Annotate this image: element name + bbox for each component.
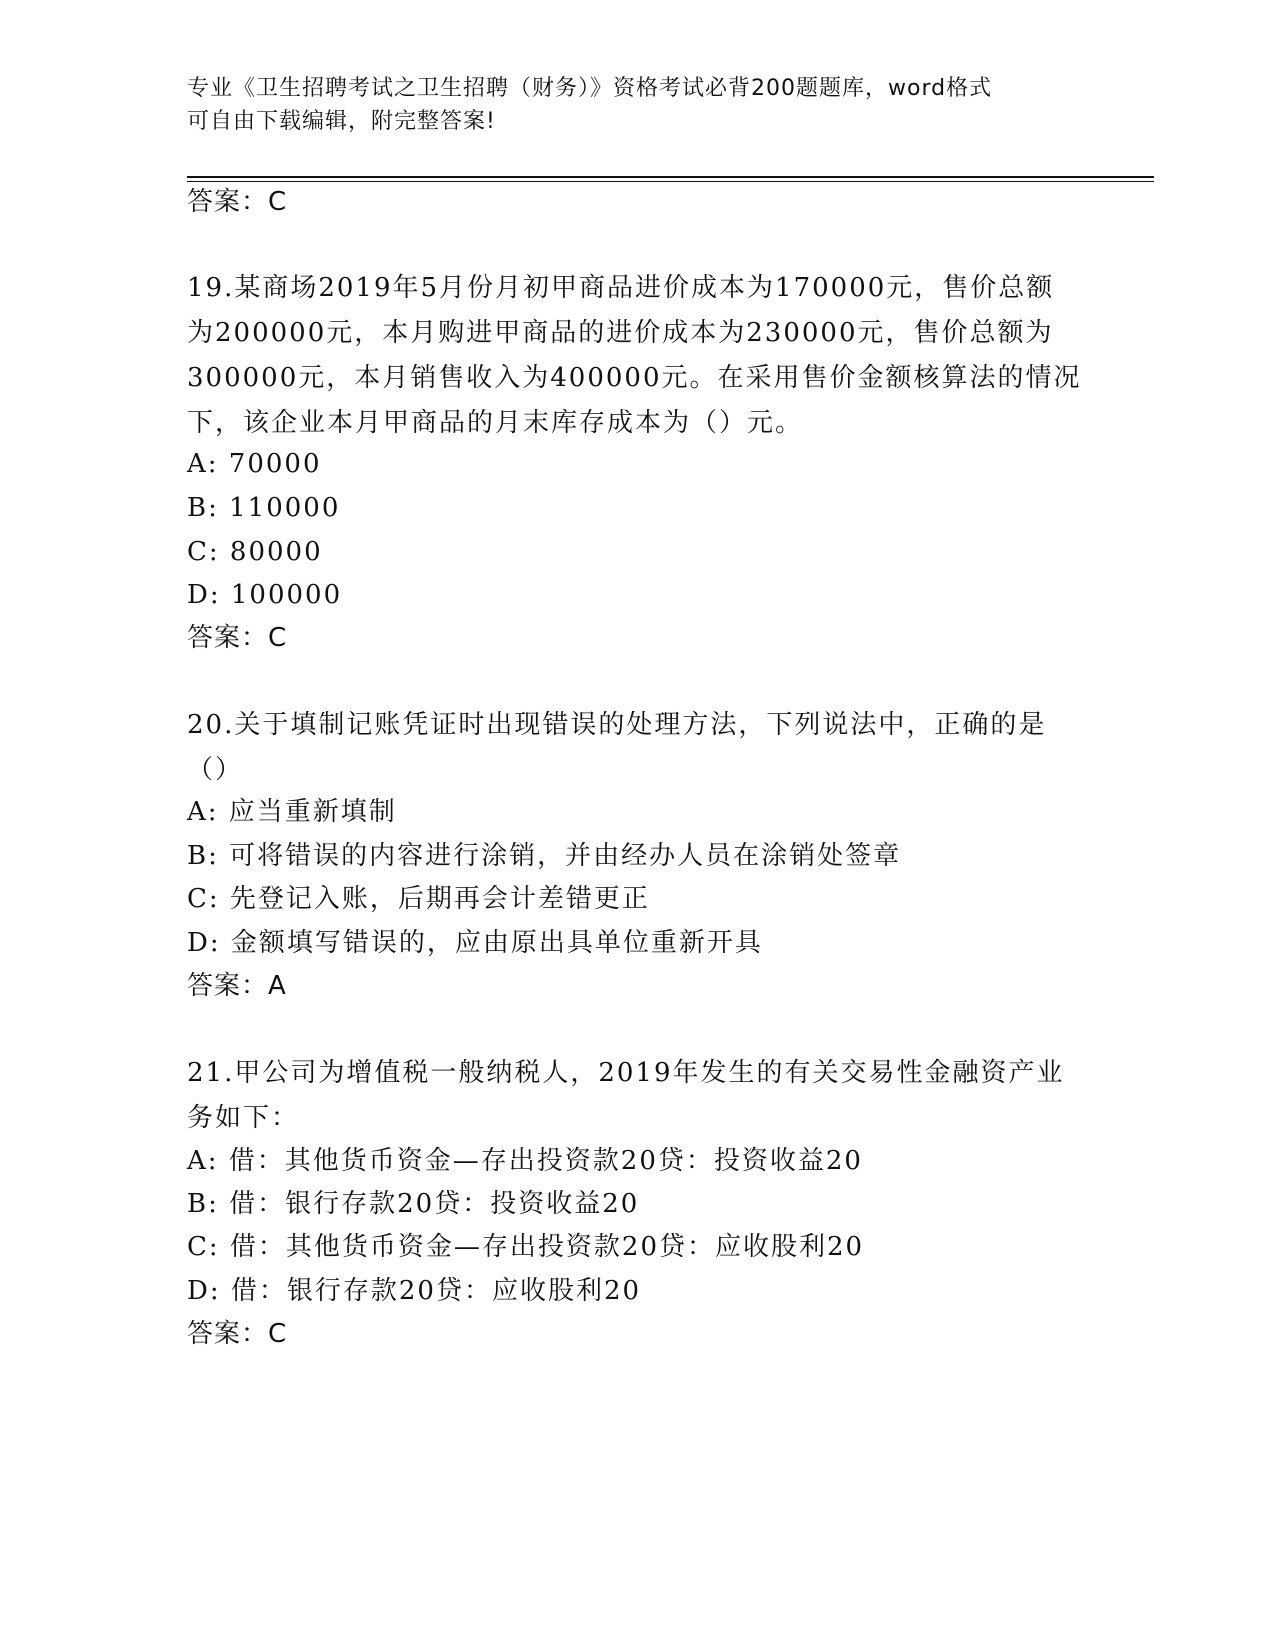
question-19-stem xyxy=(187,266,1087,446)
question-line: 300000元，本月销售收入为400000元。在采用售价金额核算法的情况 xyxy=(187,363,1082,393)
question-20-option-d: D: 金额填写错误的，应由原出具单位重新开具 xyxy=(187,928,763,958)
question-19-option-b: B: 110000 xyxy=(187,493,341,523)
question-line: 下，该企业本月甲商品的月末库存成本为（）元。 xyxy=(187,408,804,438)
question-21-option-d: D: 借：银行存款20贷：应收股利20 xyxy=(187,1276,642,1306)
header-line-1: 专业《卫生招聘考试之卫生招聘（财务）》资格考试必背200题题库，word格式 xyxy=(187,76,993,101)
question-line: 务如下： xyxy=(187,1103,300,1133)
question-21-answer: 答案：C xyxy=(187,1319,288,1349)
question-21-option-b: B: 借：银行存款20贷：投资收益20 xyxy=(187,1189,640,1219)
header-divider-thin xyxy=(187,181,1154,182)
header-line-2: 可自由下载编辑，附完整答案! xyxy=(187,109,496,134)
question-20-stem xyxy=(187,703,1087,793)
question-20-option-c: C: 先登记入账，后期再会计差错更正 xyxy=(187,884,650,914)
question-19-option-a: A: 70000 xyxy=(187,449,322,479)
header-divider-thick xyxy=(187,176,1154,178)
question-20-answer: 答案：A xyxy=(187,971,287,1001)
document-header xyxy=(187,72,1067,138)
question-line: 为200000元，本月购进甲商品的进价成本为230000元，售价总额为 xyxy=(187,318,1054,348)
question-line: 19.某商场2019年5月份月初甲商品进价成本为170000元，售价总额 xyxy=(187,273,1055,303)
question-19-option-c: C: 80000 xyxy=(187,537,323,567)
question-20-option-a: A: 应当重新填制 xyxy=(187,797,397,827)
question-19-answer: 答案：C xyxy=(187,623,288,653)
question-20-option-b: B: 可将错误的内容进行涂销，并由经办人员在涂销处签章 xyxy=(187,841,902,871)
question-line: （） xyxy=(187,755,244,785)
question-21-option-c: C: 借：其他货币资金—存出投资款20贷：应收股利20 xyxy=(187,1232,865,1262)
answer-prev: 答案：C xyxy=(187,187,288,217)
question-21-option-a: A: 借：其他货币资金—存出投资款20贷：投资收益20 xyxy=(187,1146,863,1176)
question-21-stem xyxy=(187,1051,1087,1141)
question-line: 20.关于填制记账凭证时出现错误的处理方法，下列说法中，正确的是 xyxy=(187,710,1047,740)
question-19-option-d: D: 100000 xyxy=(187,580,343,610)
question-line: 21.甲公司为增值税一般纳税人，2019年发生的有关交易性金融资产业 xyxy=(187,1058,1065,1088)
